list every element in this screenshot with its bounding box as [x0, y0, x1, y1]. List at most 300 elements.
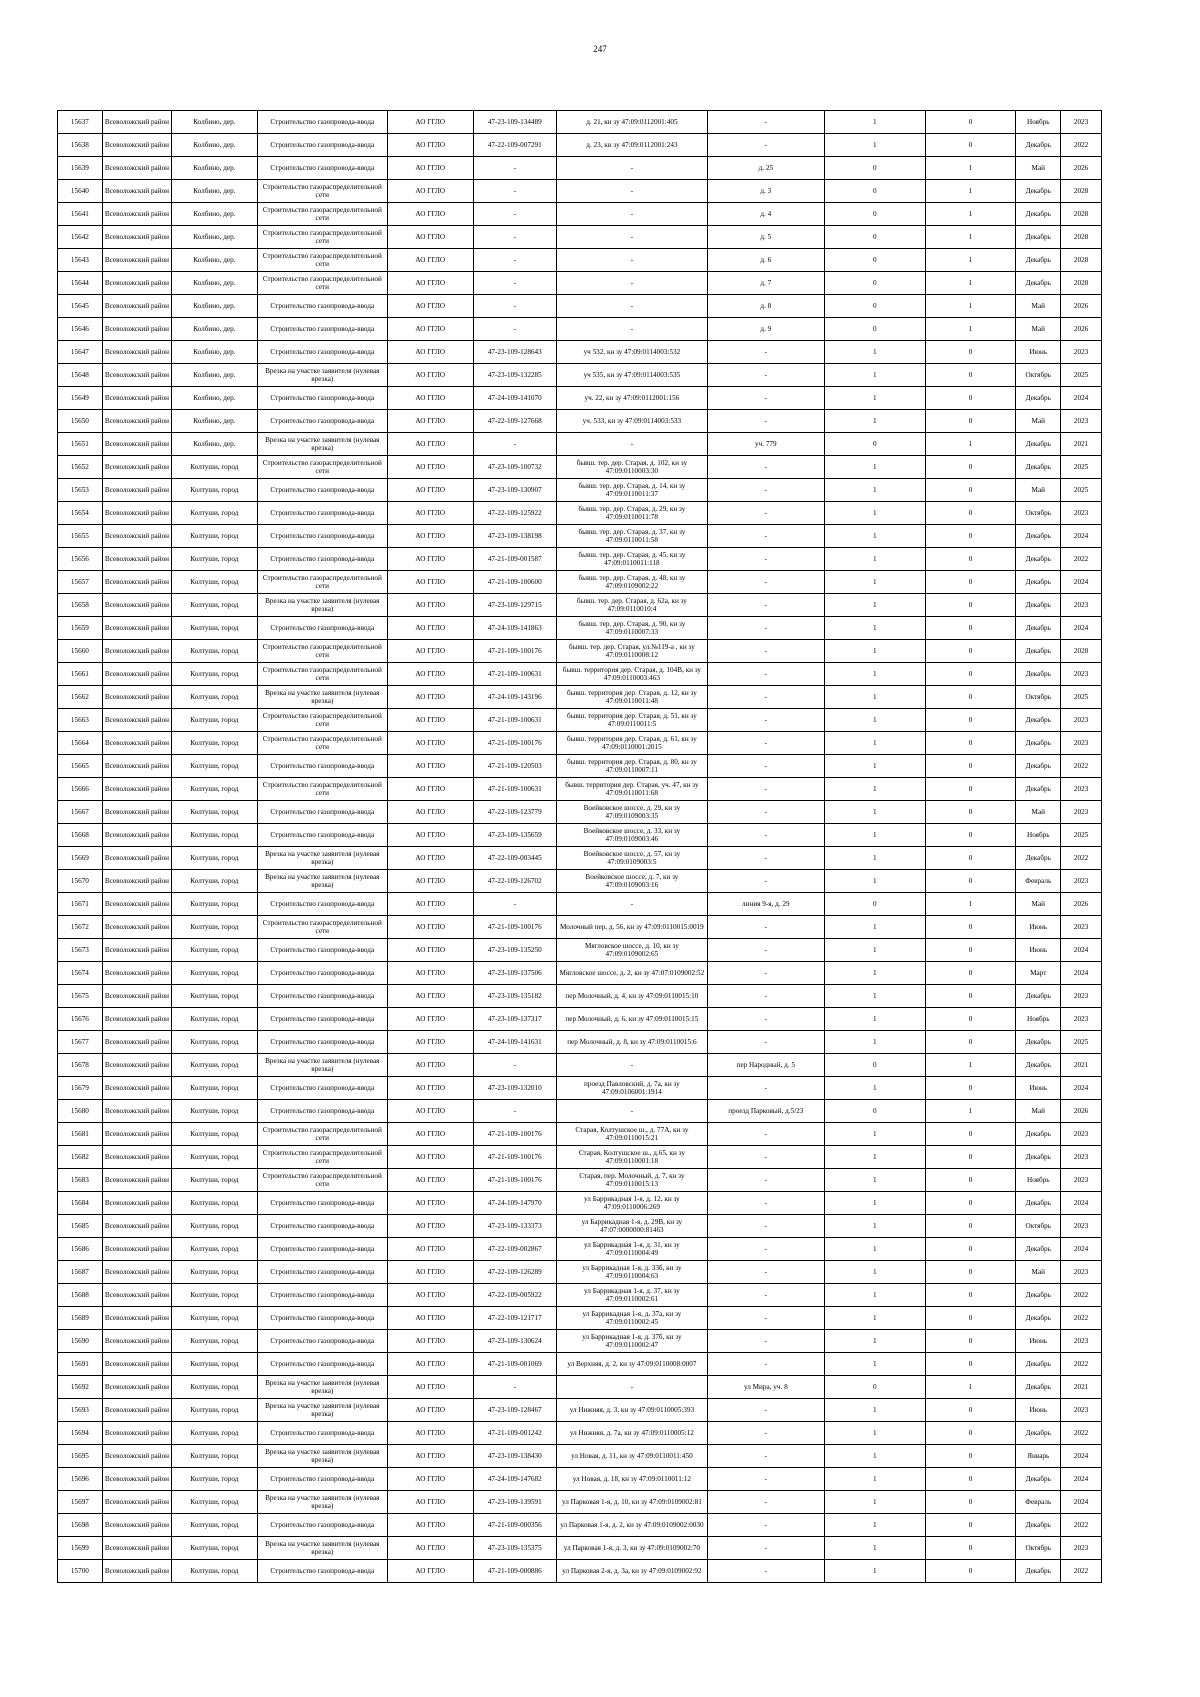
application-id-cell: 47-23-109-128643	[473, 341, 557, 364]
table-row	[58, 1491, 1102, 1514]
work-type-cell: Строительство газопровода-ввода	[257, 1330, 387, 1353]
planned-address-cell: проезд Парковый, д.5/23	[707, 1100, 824, 1123]
district-cell: Всеволожский район	[102, 939, 171, 962]
application-id-cell: 47-21-109-100176	[473, 916, 557, 939]
work-type-cell: Строительство газопровода-ввода	[257, 410, 387, 433]
month-cell: Июнь	[1016, 939, 1061, 962]
work-type-cell: Строительство газораспределительной сети	[257, 456, 387, 479]
organization-cell: АО ГГЛО	[387, 1100, 473, 1123]
cadastral-address-cell: -	[557, 272, 708, 295]
cadastral-address-cell: ул Баррикадная 1-я, д. 29В, кн зу 47:07:0000000:81463	[557, 1215, 708, 1238]
year-cell: 2022	[1061, 1284, 1102, 1307]
table-row	[58, 732, 1102, 755]
work-type-cell: Строительство газопровода-ввода	[257, 1514, 387, 1537]
year-cell: 2023	[1061, 1169, 1102, 1192]
flag-a-cell: 0	[824, 1100, 925, 1123]
year-cell: 2021	[1061, 1054, 1102, 1077]
planned-address-cell: -	[707, 870, 824, 893]
district-cell: Всеволожский район	[102, 387, 171, 410]
cadastral-address-cell: д. 21, кн зу 47:09:0112001:405	[557, 111, 708, 134]
year-cell: 2022	[1061, 1353, 1102, 1376]
locality-cell: Колбино, дер.	[172, 410, 258, 433]
month-cell: Ноябрь	[1016, 824, 1061, 847]
table-row	[58, 1514, 1102, 1537]
application-id-cell: 47-21-109-001242	[473, 1422, 557, 1445]
application-id-cell: 47-21-109-100631	[473, 663, 557, 686]
work-type-cell: Строительство газораспределительной сети	[257, 1123, 387, 1146]
work-type-cell: Строительство газораспределительной сети	[257, 272, 387, 295]
year-cell: 2023	[1061, 111, 1102, 134]
flag-b-cell: 0	[925, 479, 1016, 502]
table-row	[58, 571, 1102, 594]
cadastral-address-cell: ул Нижняя, д. 7а, кн зу 47:09:0110005:12	[557, 1422, 708, 1445]
work-type-cell: Строительство газопровода-ввода	[257, 1307, 387, 1330]
district-cell: Всеволожский район	[102, 1077, 171, 1100]
locality-cell: Колтуши, город	[172, 709, 258, 732]
table-row	[58, 1330, 1102, 1353]
row-number-cell: 15697	[58, 1491, 103, 1514]
year-cell: 2023	[1061, 410, 1102, 433]
year-cell: 2023	[1061, 1146, 1102, 1169]
row-number-cell: 15698	[58, 1514, 103, 1537]
month-cell: Май	[1016, 1261, 1061, 1284]
month-cell: Февраль	[1016, 1491, 1061, 1514]
flag-b-cell: 0	[925, 1307, 1016, 1330]
planned-address-cell: -	[707, 1031, 824, 1054]
flag-b-cell: 1	[925, 433, 1016, 456]
table-row	[58, 157, 1102, 180]
year-cell: 2023	[1061, 1008, 1102, 1031]
flag-a-cell: 1	[824, 1491, 925, 1514]
district-cell: Всеволожский район	[102, 1192, 171, 1215]
table-row	[58, 387, 1102, 410]
planned-address-cell: -	[707, 111, 824, 134]
month-cell: Декабрь	[1016, 203, 1061, 226]
locality-cell: Колтуши, город	[172, 1215, 258, 1238]
year-cell: 2024	[1061, 1445, 1102, 1468]
flag-b-cell: 0	[925, 1284, 1016, 1307]
organization-cell: АО ГГЛО	[387, 180, 473, 203]
planned-address-cell: -	[707, 732, 824, 755]
table-row	[58, 364, 1102, 387]
flag-b-cell: 0	[925, 1353, 1016, 1376]
flag-b-cell: 0	[925, 387, 1016, 410]
flag-b-cell: 0	[925, 617, 1016, 640]
organization-cell: АО ГГЛО	[387, 1146, 473, 1169]
flag-b-cell: 0	[925, 1537, 1016, 1560]
organization-cell: АО ГГЛО	[387, 1353, 473, 1376]
cadastral-address-cell: проезд Павловский, д. 7а, кн зу 47:09:0106001:1914	[557, 1077, 708, 1100]
planned-address-cell: -	[707, 479, 824, 502]
year-cell: 2023	[1061, 1537, 1102, 1560]
flag-a-cell: 1	[824, 1307, 925, 1330]
district-cell: Всеволожский район	[102, 1261, 171, 1284]
month-cell: Декабрь	[1016, 1192, 1061, 1215]
locality-cell: Колтуши, город	[172, 1238, 258, 1261]
year-cell: 2024	[1061, 1468, 1102, 1491]
locality-cell: Колтуши, город	[172, 1192, 258, 1215]
organization-cell: АО ГГЛО	[387, 364, 473, 387]
table-row	[58, 226, 1102, 249]
flag-a-cell: 1	[824, 1422, 925, 1445]
row-number-cell: 15680	[58, 1100, 103, 1123]
work-type-cell: Строительство газораспределительной сети	[257, 203, 387, 226]
cadastral-address-cell: бывш. тер. дер. Старая, д. 102, кн зу 47:09:0110003:30	[557, 456, 708, 479]
month-cell: Декабрь	[1016, 134, 1061, 157]
cadastral-address-cell: уч 535, кн зу 47:09:0114003:535	[557, 364, 708, 387]
flag-b-cell: 0	[925, 1491, 1016, 1514]
work-type-cell: Строительство газораспределительной сети	[257, 732, 387, 755]
cadastral-address-cell: Молочный пер, д. 56, кн зу 47:09:0110015:0019	[557, 916, 708, 939]
flag-b-cell: 0	[925, 1215, 1016, 1238]
table-row	[58, 295, 1102, 318]
month-cell: Октябрь	[1016, 364, 1061, 387]
cadastral-address-cell: уч 532, кн зу 47:09:0114003:532	[557, 341, 708, 364]
organization-cell: АО ГГЛО	[387, 778, 473, 801]
cadastral-address-cell: Воейковское шоссе, д. 29, кн зу 47:09:0109003:35	[557, 801, 708, 824]
table-row	[58, 548, 1102, 571]
month-cell: Май	[1016, 479, 1061, 502]
table-row	[58, 1054, 1102, 1077]
month-cell: Октябрь	[1016, 686, 1061, 709]
table-row	[58, 893, 1102, 916]
cadastral-address-cell: бывш. тер. дер. Старая, д. 45, кн зу 47:09:0110011:118	[557, 548, 708, 571]
application-id-cell: -	[473, 249, 557, 272]
year-cell: 2024	[1061, 571, 1102, 594]
year-cell: 2026	[1061, 318, 1102, 341]
cadastral-address-cell: ул Баррикадная 1-я, д. 37б, кн зу 47:09:0110002:47	[557, 1330, 708, 1353]
month-cell: Ноябрь	[1016, 1169, 1061, 1192]
planned-address-cell: -	[707, 617, 824, 640]
year-cell: 2024	[1061, 1192, 1102, 1215]
flag-b-cell: 0	[925, 594, 1016, 617]
work-type-cell: Строительство газораспределительной сети	[257, 226, 387, 249]
year-cell: 2023	[1061, 870, 1102, 893]
organization-cell: АО ГГЛО	[387, 1261, 473, 1284]
organization-cell: АО ГГЛО	[387, 318, 473, 341]
planned-address-cell: -	[707, 778, 824, 801]
year-cell: 2023	[1061, 663, 1102, 686]
district-cell: Всеволожский район	[102, 111, 171, 134]
table-row	[58, 985, 1102, 1008]
application-id-cell: 47-24-109-141863	[473, 617, 557, 640]
district-cell: Всеволожский район	[102, 1537, 171, 1560]
work-type-cell: Строительство газораспределительной сети	[257, 1169, 387, 1192]
locality-cell: Колтуши, город	[172, 755, 258, 778]
month-cell: Декабрь	[1016, 1146, 1061, 1169]
table-row	[58, 134, 1102, 157]
application-id-cell: 47-23-109-135375	[473, 1537, 557, 1560]
work-type-cell: Строительство газопровода-ввода	[257, 962, 387, 985]
locality-cell: Колбино, дер.	[172, 134, 258, 157]
district-cell: Всеволожский район	[102, 1031, 171, 1054]
flag-a-cell: 1	[824, 525, 925, 548]
organization-cell: АО ГГЛО	[387, 1215, 473, 1238]
month-cell: Декабрь	[1016, 571, 1061, 594]
application-id-cell: 47-21-109-100176	[473, 732, 557, 755]
work-type-cell: Строительство газопровода-ввода	[257, 387, 387, 410]
district-cell: Всеволожский район	[102, 1468, 171, 1491]
cadastral-address-cell: бывш. территория дер. Старая, д. 51, кн зу 47:09:0110011:5	[557, 709, 708, 732]
year-cell: 2023	[1061, 341, 1102, 364]
year-cell: 2023	[1061, 709, 1102, 732]
organization-cell: АО ГГЛО	[387, 1514, 473, 1537]
flag-a-cell: 1	[824, 916, 925, 939]
month-cell: Декабрь	[1016, 732, 1061, 755]
locality-cell: Колтуши, город	[172, 1491, 258, 1514]
work-type-cell: Строительство газораспределительной сети	[257, 1146, 387, 1169]
planned-address-cell: -	[707, 1399, 824, 1422]
locality-cell: Колтуши, город	[172, 548, 258, 571]
month-cell: Декабрь	[1016, 1376, 1061, 1399]
locality-cell: Колтуши, город	[172, 1261, 258, 1284]
application-id-cell: 47-23-109-135182	[473, 985, 557, 1008]
year-cell: 2025	[1061, 824, 1102, 847]
cadastral-address-cell: бывш. территория дер. Старая, д. 104В, кн зу 47:09:0110003:463	[557, 663, 708, 686]
flag-b-cell: 0	[925, 1514, 1016, 1537]
application-id-cell: 47-22-109-005922	[473, 1284, 557, 1307]
year-cell: 2026	[1061, 157, 1102, 180]
planned-address-cell: -	[707, 709, 824, 732]
cadastral-address-cell: бывш. тер. дер. Старая, ул.№119-а , кн зу 47:09:0110008:12	[557, 640, 708, 663]
organization-cell: АО ГГЛО	[387, 686, 473, 709]
application-id-cell: 47-23-109-132010	[473, 1077, 557, 1100]
locality-cell: Колтуши, город	[172, 870, 258, 893]
organization-cell: АО ГГЛО	[387, 1491, 473, 1514]
flag-a-cell: 0	[824, 249, 925, 272]
application-id-cell: 47-21-109-100631	[473, 709, 557, 732]
organization-cell: АО ГГЛО	[387, 1192, 473, 1215]
flag-b-cell: 0	[925, 1330, 1016, 1353]
organization-cell: АО ГГЛО	[387, 456, 473, 479]
row-number-cell: 15668	[58, 824, 103, 847]
district-cell: Всеволожский район	[102, 134, 171, 157]
cadastral-address-cell: ул Баррикадная 1-я, д. 33б, кн зу 47:09:0110004:63	[557, 1261, 708, 1284]
district-cell: Всеволожский район	[102, 640, 171, 663]
year-cell: 2022	[1061, 1514, 1102, 1537]
row-number-cell: 15640	[58, 180, 103, 203]
work-type-cell: Строительство газораспределительной сети	[257, 249, 387, 272]
organization-cell: АО ГГЛО	[387, 1399, 473, 1422]
locality-cell: Колтуши, город	[172, 1077, 258, 1100]
year-cell: 2025	[1061, 1031, 1102, 1054]
row-number-cell: 15655	[58, 525, 103, 548]
work-type-cell: Врезка на участке заявителя (нулевая врезка)	[257, 594, 387, 617]
cadastral-address-cell: ул Парковая 2-я, д. 3а, кн зу 47:09:0109002:92	[557, 1560, 708, 1583]
work-type-cell: Строительство газопровода-ввода	[257, 939, 387, 962]
application-id-cell: -	[473, 893, 557, 916]
planned-address-cell: -	[707, 1514, 824, 1537]
month-cell: Декабрь	[1016, 249, 1061, 272]
flag-b-cell: 1	[925, 249, 1016, 272]
district-cell: Всеволожский район	[102, 249, 171, 272]
application-id-cell: 47-22-109-003445	[473, 847, 557, 870]
flag-a-cell: 0	[824, 226, 925, 249]
organization-cell: АО ГГЛО	[387, 1077, 473, 1100]
cadastral-address-cell: ул Новая, д. 18, кн зу 47:09:0110011:12	[557, 1468, 708, 1491]
locality-cell: Колбино, дер.	[172, 249, 258, 272]
organization-cell: АО ГГЛО	[387, 111, 473, 134]
table-row	[58, 111, 1102, 134]
month-cell: Декабрь	[1016, 617, 1061, 640]
cadastral-address-cell: ул Верхняя, д. 2, кн зу 47:09:0110008:0007	[557, 1353, 708, 1376]
application-id-cell: 47-23-109-130907	[473, 479, 557, 502]
table-row	[58, 318, 1102, 341]
row-number-cell: 15696	[58, 1468, 103, 1491]
month-cell: Май	[1016, 295, 1061, 318]
flag-a-cell: 1	[824, 364, 925, 387]
planned-address-cell: д. 9	[707, 318, 824, 341]
year-cell: 2023	[1061, 1399, 1102, 1422]
table-row	[58, 778, 1102, 801]
table-row	[58, 1422, 1102, 1445]
year-cell: 2026	[1061, 295, 1102, 318]
planned-address-cell: уч. 779	[707, 433, 824, 456]
flag-a-cell: 1	[824, 755, 925, 778]
table-row	[58, 663, 1102, 686]
month-cell: Октябрь	[1016, 1215, 1061, 1238]
organization-cell: АО ГГЛО	[387, 594, 473, 617]
district-cell: Всеволожский район	[102, 410, 171, 433]
row-number-cell: 15676	[58, 1008, 103, 1031]
planned-address-cell: -	[707, 410, 824, 433]
locality-cell: Колбино, дер.	[172, 203, 258, 226]
organization-cell: АО ГГЛО	[387, 755, 473, 778]
district-cell: Всеволожский район	[102, 502, 171, 525]
row-number-cell: 15653	[58, 479, 103, 502]
table-row	[58, 686, 1102, 709]
organization-cell: АО ГГЛО	[387, 410, 473, 433]
work-type-cell: Врезка на участке заявителя (нулевая врезка)	[257, 870, 387, 893]
table-row	[58, 916, 1102, 939]
flag-a-cell: 1	[824, 1077, 925, 1100]
locality-cell: Колтуши, город	[172, 1031, 258, 1054]
row-number-cell: 15663	[58, 709, 103, 732]
application-id-cell: 47-21-109-001069	[473, 1353, 557, 1376]
organization-cell: АО ГГЛО	[387, 571, 473, 594]
cadastral-address-cell: -	[557, 1100, 708, 1123]
table-row	[58, 1353, 1102, 1376]
year-cell: 2023	[1061, 502, 1102, 525]
application-id-cell: 47-23-109-137317	[473, 1008, 557, 1031]
cadastral-address-cell: пер Молочный, д. 4, кн зу 47:09:0110015:10	[557, 985, 708, 1008]
locality-cell: Колбино, дер.	[172, 111, 258, 134]
year-cell: 2025	[1061, 364, 1102, 387]
district-cell: Всеволожский район	[102, 985, 171, 1008]
locality-cell: Колтуши, город	[172, 1445, 258, 1468]
organization-cell: АО ГГЛО	[387, 985, 473, 1008]
table-row	[58, 272, 1102, 295]
row-number-cell: 15673	[58, 939, 103, 962]
work-type-cell: Врезка на участке заявителя (нулевая врезка)	[257, 686, 387, 709]
application-id-cell: 47-23-109-133373	[473, 1215, 557, 1238]
organization-cell: АО ГГЛО	[387, 502, 473, 525]
row-number-cell: 15677	[58, 1031, 103, 1054]
flag-b-cell: 1	[925, 1376, 1016, 1399]
district-cell: Всеволожский район	[102, 732, 171, 755]
organization-cell: АО ГГЛО	[387, 1445, 473, 1468]
locality-cell: Колтуши, город	[172, 1330, 258, 1353]
flag-a-cell: 1	[824, 640, 925, 663]
month-cell: Февраль	[1016, 870, 1061, 893]
application-id-cell: 47-21-109-001587	[473, 548, 557, 571]
work-type-cell: Строительство газопровода-ввода	[257, 985, 387, 1008]
table-row	[58, 1399, 1102, 1422]
work-type-cell: Строительство газопровода-ввода	[257, 824, 387, 847]
application-id-cell: 47-23-109-129715	[473, 594, 557, 617]
locality-cell: Колбино, дер.	[172, 272, 258, 295]
flag-b-cell: 0	[925, 502, 1016, 525]
month-cell: Ноябрь	[1016, 111, 1061, 134]
flag-a-cell: 1	[824, 939, 925, 962]
application-id-cell: -	[473, 226, 557, 249]
month-cell: Декабрь	[1016, 847, 1061, 870]
work-type-cell: Строительство газораспределительной сети	[257, 778, 387, 801]
organization-cell: АО ГГЛО	[387, 226, 473, 249]
flag-a-cell: 1	[824, 1192, 925, 1215]
table-row	[58, 433, 1102, 456]
month-cell: Декабрь	[1016, 778, 1061, 801]
district-cell: Всеволожский район	[102, 755, 171, 778]
organization-cell: АО ГГЛО	[387, 1422, 473, 1445]
district-cell: Всеволожский район	[102, 893, 171, 916]
month-cell: Декабрь	[1016, 663, 1061, 686]
application-id-cell: -	[473, 180, 557, 203]
application-id-cell: 47-23-109-135659	[473, 824, 557, 847]
work-type-cell: Строительство газопровода-ввода	[257, 1215, 387, 1238]
planned-address-cell: д. 7	[707, 272, 824, 295]
year-cell: 2024	[1061, 525, 1102, 548]
flag-b-cell: 0	[925, 847, 1016, 870]
planned-address-cell: -	[707, 916, 824, 939]
flag-a-cell: 1	[824, 663, 925, 686]
month-cell: Декабрь	[1016, 433, 1061, 456]
flag-a-cell: 1	[824, 594, 925, 617]
organization-cell: АО ГГЛО	[387, 1054, 473, 1077]
registry-body	[58, 111, 1102, 1583]
locality-cell: Колтуши, город	[172, 1284, 258, 1307]
table-row	[58, 410, 1102, 433]
month-cell: Декабрь	[1016, 1353, 1061, 1376]
cadastral-address-cell: ул Парковая 1-я, д. 2, кн зу 47:09:0109002:0030	[557, 1514, 708, 1537]
row-number-cell: 15690	[58, 1330, 103, 1353]
year-cell: 2028	[1061, 203, 1102, 226]
flag-b-cell: 1	[925, 295, 1016, 318]
month-cell: Май	[1016, 318, 1061, 341]
month-cell: Октябрь	[1016, 1537, 1061, 1560]
district-cell: Всеволожский район	[102, 1330, 171, 1353]
flag-a-cell: 1	[824, 1169, 925, 1192]
organization-cell: АО ГГЛО	[387, 732, 473, 755]
year-cell: 2025	[1061, 479, 1102, 502]
locality-cell: Колтуши, город	[172, 571, 258, 594]
district-cell: Всеволожский район	[102, 433, 171, 456]
organization-cell: АО ГГЛО	[387, 249, 473, 272]
table-row	[58, 341, 1102, 364]
locality-cell: Колтуши, город	[172, 1100, 258, 1123]
work-type-cell: Строительство газопровода-ввода	[257, 111, 387, 134]
cadastral-address-cell: Воейковское шоссе, д. 33, кн зу 47:09:0109003:46	[557, 824, 708, 847]
planned-address-cell: д. 4	[707, 203, 824, 226]
locality-cell: Колтуши, город	[172, 1054, 258, 1077]
row-number-cell: 15685	[58, 1215, 103, 1238]
district-cell: Всеволожский район	[102, 1307, 171, 1330]
flag-a-cell: 1	[824, 548, 925, 571]
application-id-cell: -	[473, 1054, 557, 1077]
organization-cell: АО ГГЛО	[387, 433, 473, 456]
planned-address-cell: -	[707, 525, 824, 548]
row-number-cell: 15679	[58, 1077, 103, 1100]
